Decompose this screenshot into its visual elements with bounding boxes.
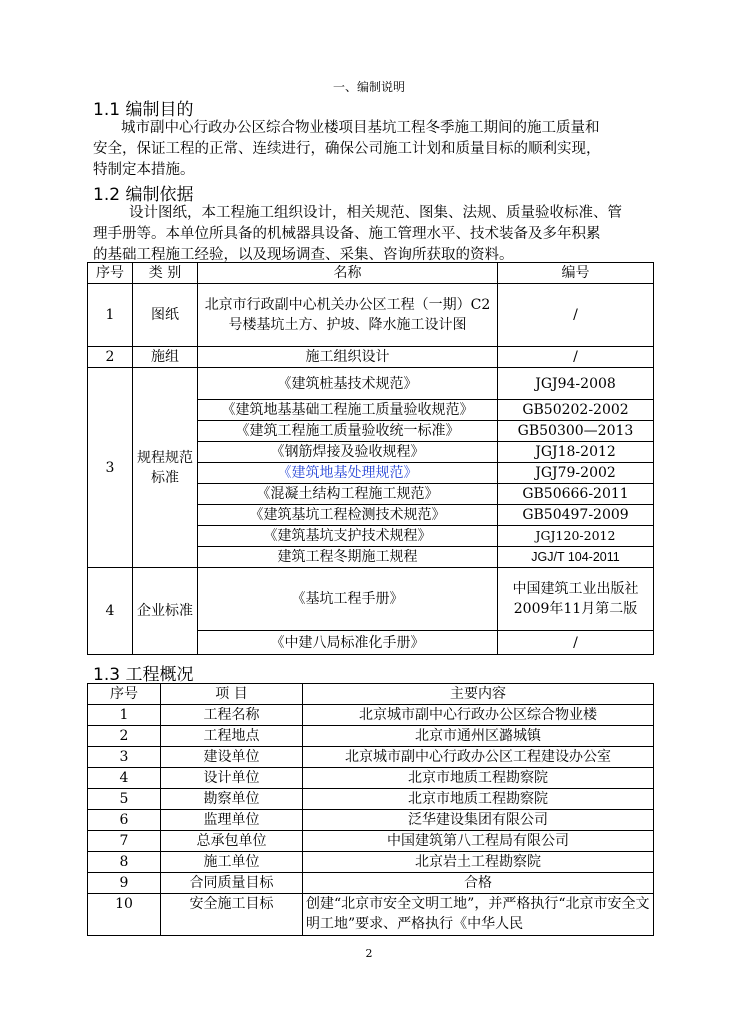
row-code: / [498, 284, 654, 347]
standard-code: JGJ120-2012 [498, 526, 654, 547]
standard-code: JGJ94-2008 [498, 368, 654, 400]
paragraph-line: 理手册等。本单位所具备的机械器具设备、施工管理水平、技术装备及多年积累 [93, 226, 601, 242]
column-header: 序号 [88, 263, 133, 284]
row-content: 北京岩土工程勘察院 [303, 852, 654, 873]
standard-name: 《建筑基坑工程检测技术规范》 [198, 505, 498, 526]
row-number: 10 [88, 894, 161, 936]
standard-name: 《建筑地基处理规范》 [198, 463, 498, 484]
standard-code: / [498, 631, 654, 655]
row-item: 合同质量目标 [161, 873, 303, 894]
row-code: / [498, 347, 654, 368]
row-category: 规程规范标准 [133, 368, 198, 568]
section-heading-purpose: 1.1 编制目的 [93, 100, 194, 120]
row-number: 6 [88, 810, 161, 831]
row-content: 北京市地质工程勘察院 [303, 789, 654, 810]
section-heading-basis: 1.2 编制依据 [93, 185, 194, 205]
row-item: 总承包单位 [161, 831, 303, 852]
paragraph-line: 设计图纸，本工程施工组织设计，相关规范、图集、法规、质量验收标准、管 [129, 205, 622, 221]
row-content: 泛华建设集团有限公司 [303, 810, 654, 831]
table-row [88, 284, 654, 347]
row-name: 施工组织设计 [198, 347, 498, 368]
column-header: 名称 [198, 263, 498, 284]
standard-code: JGJ/T 104-2011 [498, 547, 654, 568]
row-number: 3 [88, 368, 133, 568]
table-row [88, 368, 654, 400]
row-category: 企业标准 [133, 568, 198, 655]
section-purpose-text [93, 118, 653, 181]
row-content: 北京城市副中心行政办公区综合物业楼 [303, 705, 654, 726]
row-number: 8 [88, 852, 161, 873]
column-header: 项 目 [161, 684, 303, 705]
row-number: 4 [88, 568, 133, 655]
table-row [88, 831, 654, 852]
row-content: 北京市通州区潞城镇 [303, 726, 654, 747]
standard-code: 中国建筑工业出版社2009年11月第二版 [498, 568, 654, 631]
row-item: 监理单位 [161, 810, 303, 831]
standard-name: 《建筑基坑支护技术规程》 [198, 526, 498, 547]
column-header: 主要内容 [303, 684, 654, 705]
row-name: 北京市行政副中心机关办公区工程（一期）C2号楼基坑土方、护坡、降水施工设计图 [198, 284, 498, 347]
overview-table [87, 683, 654, 936]
row-number: 7 [88, 831, 161, 852]
row-item: 建设单位 [161, 747, 303, 768]
standard-name: 《中建八局标准化手册》 [198, 631, 498, 655]
table-row [88, 894, 654, 936]
row-item: 工程名称 [161, 705, 303, 726]
table-header-row [88, 263, 654, 284]
standard-code: GB50497-2009 [498, 505, 654, 526]
standard-code: GB50300—2013 [498, 421, 654, 442]
standard-name: 《基坑工程手册》 [198, 568, 498, 631]
section-basis-text [93, 203, 653, 266]
row-content: 创建“北京市安全文明工地”，并严格执行“北京市安全文明工地”要求、严格执行《中华人民 [303, 894, 654, 936]
standard-name: 《钢筋焊接及验收规程》 [198, 442, 498, 463]
table-row [88, 347, 654, 368]
standard-name: 建筑工程冬期施工规程 [198, 547, 498, 568]
standard-name: 《建筑桩基技术规范》 [198, 368, 498, 400]
page-number: 2 [365, 947, 373, 960]
row-number: 4 [88, 768, 161, 789]
table-row [88, 873, 654, 894]
row-number: 2 [88, 726, 161, 747]
table-row [88, 705, 654, 726]
basis-table [87, 262, 654, 655]
table-row [88, 789, 654, 810]
row-item: 安全施工目标 [161, 894, 303, 936]
standard-code: GB50666-2011 [498, 484, 654, 505]
column-header: 类 别 [133, 263, 198, 284]
standard-name: 《建筑地基基础工程施工质量验收规范》 [198, 400, 498, 421]
row-number: 5 [88, 789, 161, 810]
row-item: 施工单位 [161, 852, 303, 873]
row-number: 2 [88, 347, 133, 368]
section-heading-overview: 1.3 工程概况 [93, 665, 194, 685]
row-item: 勘察单位 [161, 789, 303, 810]
table-row [88, 810, 654, 831]
document-title: 一、编制说明 [332, 80, 405, 94]
paragraph-line: 特制定本措施。 [93, 162, 195, 178]
column-header: 序号 [88, 684, 161, 705]
row-item: 工程地点 [161, 726, 303, 747]
paragraph-line: 城市副中心行政办公区综合物业楼项目基坑工程冬季施工期间的施工质量和 [121, 120, 600, 136]
row-content: 中国建筑第八工程局有限公司 [303, 831, 654, 852]
table-row [88, 726, 654, 747]
row-content: 北京城市副中心行政办公区工程建设办公室 [303, 747, 654, 768]
row-item: 设计单位 [161, 768, 303, 789]
row-category: 施组 [133, 347, 198, 368]
row-number: 9 [88, 873, 161, 894]
standard-code: JGJ18-2012 [498, 442, 654, 463]
table-header-row [88, 684, 654, 705]
standard-code: JGJ79-2002 [498, 463, 654, 484]
table-row [88, 568, 654, 631]
table-row [88, 747, 654, 768]
row-content: 合格 [303, 873, 654, 894]
column-header: 编号 [498, 263, 654, 284]
paragraph-line: 安全，保证工程的正常、连续进行，确保公司施工计划和质量目标的顺利实现， [93, 141, 601, 157]
standard-name: 《建筑工程施工质量验收统一标准》 [198, 421, 498, 442]
table-row [88, 768, 654, 789]
standard-name: 《混凝土结构工程施工规范》 [198, 484, 498, 505]
row-number: 1 [88, 705, 161, 726]
standard-code: GB50202-2002 [498, 400, 654, 421]
row-number: 1 [88, 284, 133, 347]
row-content: 北京市地质工程勘察院 [303, 768, 654, 789]
row-number: 3 [88, 747, 161, 768]
row-category: 图纸 [133, 284, 198, 347]
table-row [88, 852, 654, 873]
paragraph-line: 的基础工程施工经验，以及现场调查、采集、咨询所获取的资料。 [93, 247, 514, 263]
